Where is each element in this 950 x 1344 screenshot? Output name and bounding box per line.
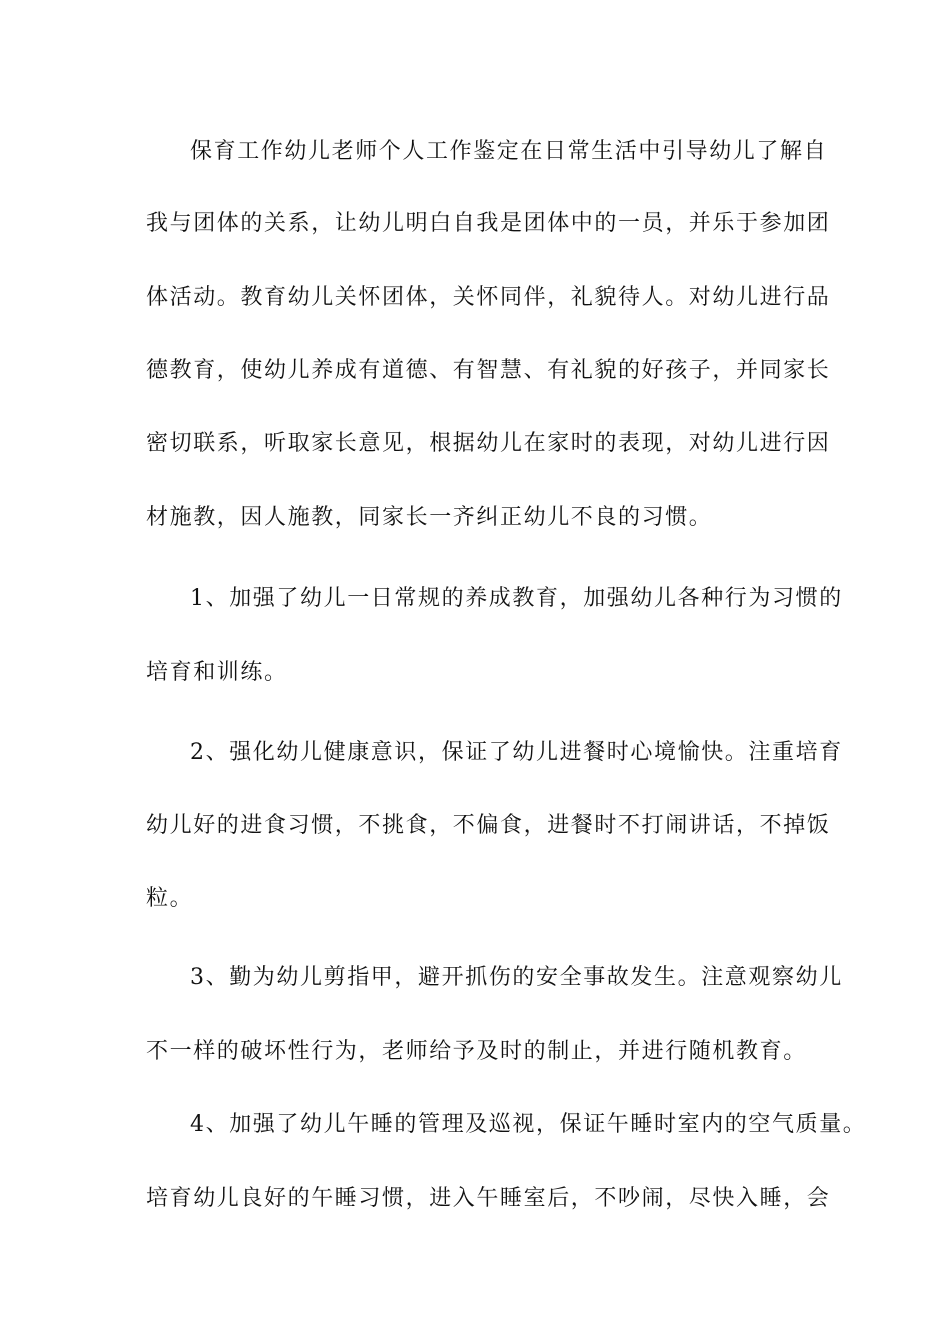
paragraph-line: 材施教，因人施教，同家长一齐纠正幼儿不良的习惯。 xyxy=(146,505,713,530)
list-item-line: 1、加强了幼儿一日常规的养成教育，加强幼儿各种行为习惯的 xyxy=(190,586,843,611)
list-item-line: 4、加强了幼儿午睡的管理及巡视，保证午睡时室内的空气质量。 xyxy=(190,1112,867,1137)
paragraph-line: 德教育，使幼儿养成有道德、有智慧、有礼貌的好孩子，并同家长 xyxy=(146,358,831,383)
paragraph-line: 保育工作幼儿老师个人工作鉴定在日常生活中引导幼儿了解自 xyxy=(190,139,828,164)
list-item-line: 培育幼儿良好的午睡习惯，进入午睡室后，不吵闹，尽快入睡，会 xyxy=(146,1186,831,1211)
list-item-line: 培育和训练。 xyxy=(146,660,288,685)
list-item-line: 3、勤为幼儿剪指甲，避开抓伤的安全事故发生。注意观察幼儿 xyxy=(190,965,843,990)
paragraph-line: 体活动。教育幼儿关怀团体，关怀同伴，礼貌待人。对幼儿进行品 xyxy=(146,285,831,310)
paragraph-line: 密切联系，听取家长意见，根据幼儿在家时的表现，对幼儿进行因 xyxy=(146,431,831,456)
paragraph-line: 我与团体的关系，让幼儿明白自我是团体中的一员，并乐于参加团 xyxy=(146,211,831,236)
list-item-line: 不一样的破坏性行为，老师给予及时的制止，并进行随机教育。 xyxy=(146,1039,807,1064)
list-item-line: 2、强化幼儿健康意识，保证了幼儿进餐时心境愉快。注重培育 xyxy=(190,740,843,765)
list-item-line: 粒。 xyxy=(146,886,194,911)
list-item-line: 幼儿好的进食习惯，不挑食，不偏食，进餐时不打闹讲话，不掉饭 xyxy=(146,813,831,838)
